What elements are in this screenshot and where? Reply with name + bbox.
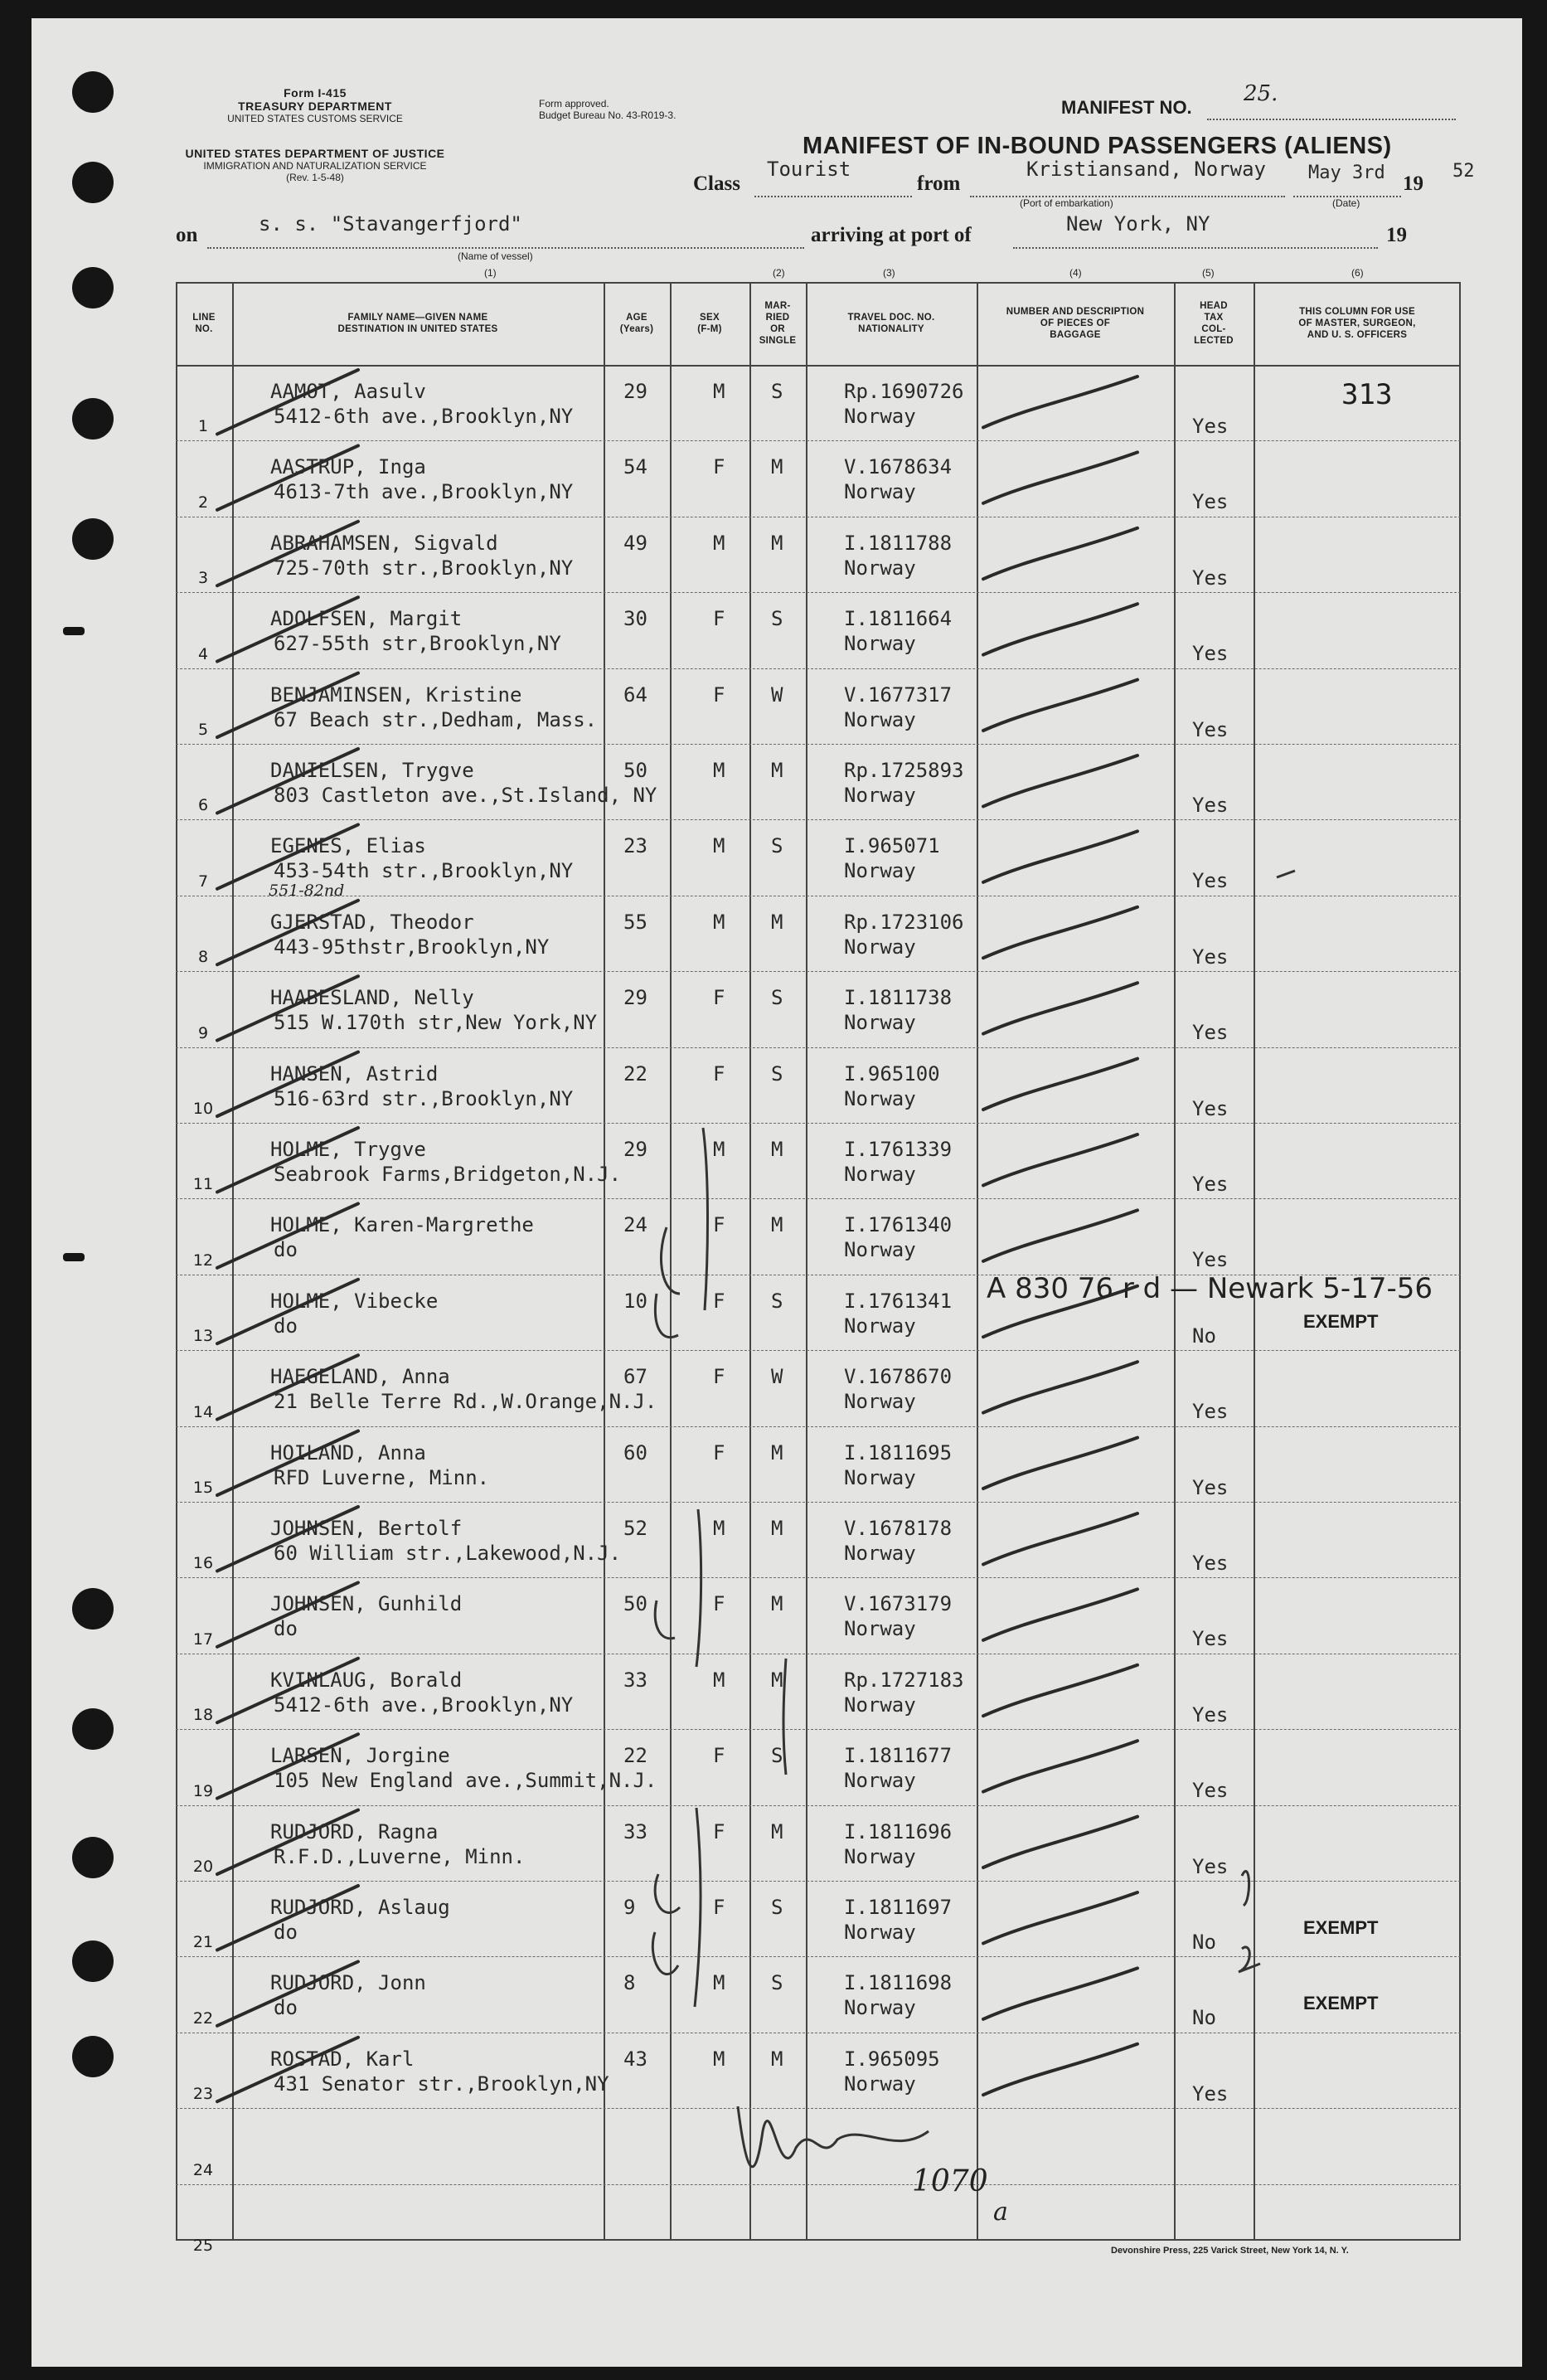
passenger-sex: M	[713, 910, 725, 934]
passenger-marital-status: W	[771, 682, 783, 707]
line-number: 7	[197, 872, 209, 891]
passenger-marital-status: M	[771, 2047, 783, 2071]
col-line-no: LINE NO.	[192, 313, 216, 334]
passenger-destination: R.F.D.,Luverne, Minn.	[274, 1844, 526, 1868]
passenger-name: GJERSTAD, Theodor	[270, 910, 474, 934]
passenger-marital-status: M	[771, 1819, 783, 1843]
class-label: Class	[693, 172, 740, 195]
travel-doc-number: I.1811788	[844, 531, 953, 555]
travel-doc-number: Rp.1723106	[844, 910, 964, 934]
passenger-age: 22	[623, 1061, 647, 1086]
passenger-age: 29	[623, 986, 647, 1010]
line-number: 21	[192, 1933, 214, 1952]
binder-hole	[72, 1837, 114, 1878]
travel-doc-number: I.1811664	[844, 607, 953, 631]
passenger-sex: F	[713, 986, 725, 1010]
passenger-nationality: Norway	[844, 935, 916, 959]
passenger-marital-status: M	[771, 759, 783, 782]
passenger-sex: M	[713, 2047, 725, 2071]
travel-doc-number: V.1673179	[844, 1592, 953, 1616]
passenger-destination: do	[274, 1996, 298, 2020]
binder-hole	[72, 1940, 114, 1982]
passenger-nationality: Norway	[844, 859, 916, 883]
head-tax-collected: Yes	[1192, 945, 1229, 969]
passenger-destination: 5412-6th ave.,Brooklyn,NY	[274, 1693, 574, 1717]
passenger-nationality: Norway	[844, 1996, 916, 2020]
passenger-destination: 516-63rd str.,Brooklyn,NY	[274, 1086, 574, 1110]
col-sex: SEX (F-M)	[697, 313, 722, 334]
passenger-marital-status: S	[771, 834, 783, 858]
travel-doc-number: I.1811695	[844, 1440, 953, 1464]
travel-doc-number: Rp.1725893	[844, 759, 964, 782]
passenger-name: HOLME, Trygve	[270, 1138, 426, 1161]
passenger-marital-status: S	[771, 986, 783, 1010]
passenger-age: 64	[623, 682, 647, 707]
manifest-no-label: MANIFEST NO.	[1061, 97, 1192, 118]
passenger-nationality: Norway	[844, 1086, 916, 1110]
passenger-destination: 105 New England ave.,Summit,N.J.	[274, 1769, 657, 1793]
binder-hole	[72, 1708, 114, 1750]
passenger-marital-status: S	[771, 1289, 783, 1313]
passenger-nationality: Norway	[844, 1465, 916, 1489]
customs-service: UNITED STATES CUSTOMS SERVICE	[227, 113, 403, 124]
travel-doc-number: I.1761341	[844, 1289, 953, 1313]
passenger-sex: M	[713, 1517, 725, 1540]
on-label: on	[176, 224, 198, 246]
head-tax-collected: Yes	[1192, 415, 1229, 438]
passenger-marital-status: M	[771, 531, 783, 555]
col-officers: THIS COLUMN FOR USE OF MASTER, SURGEON, AND U. S. OFFICERS	[1298, 307, 1416, 340]
passenger-age: 55	[623, 910, 647, 934]
passenger-nationality: Norway	[844, 1011, 916, 1035]
passenger-marital-status: M	[771, 910, 783, 934]
passenger-nationality: Norway	[844, 784, 916, 807]
passenger-sex: M	[713, 1668, 725, 1692]
passenger-sex: M	[713, 380, 725, 403]
line-number: 2	[197, 493, 209, 512]
passenger-age: 43	[623, 2047, 647, 2071]
vessel-caption: (Name of vessel)	[458, 250, 533, 262]
passenger-age: 23	[623, 834, 647, 858]
line-number: 17	[192, 1630, 214, 1649]
line-number: 6	[197, 796, 209, 815]
head-tax-collected: Yes	[1192, 1475, 1229, 1499]
passenger-destination: 443-95thstr,Brooklyn,NY	[274, 935, 550, 959]
passenger-nationality: Norway	[844, 2072, 916, 2096]
passenger-nationality: Norway	[844, 405, 916, 428]
head-tax-collected: Yes	[1192, 1173, 1229, 1196]
passenger-sex: M	[713, 1138, 725, 1161]
passenger-name: ABRAHAMSEN, Sigvald	[270, 531, 498, 555]
passenger-name: HOILAND, Anna	[270, 1440, 426, 1464]
passenger-marital-status: M	[771, 1517, 783, 1540]
col-age: AGE (Years)	[619, 313, 654, 334]
year-prefix-2: 19	[1386, 224, 1407, 246]
form-approved: Form approved.	[539, 98, 609, 109]
passenger-sex: F	[713, 607, 725, 631]
travel-doc-number: V.1678670	[844, 1365, 953, 1389]
port-value: New York, NY	[1066, 212, 1210, 236]
col-married: MAR- RIED OR SINGLE	[759, 301, 797, 346]
year-prefix: 19	[1403, 172, 1423, 195]
passenger-destination: 725-70th str.,Brooklyn,NY	[274, 556, 574, 580]
passenger-destination: 453-54th str.,Brooklyn,NY	[274, 859, 574, 883]
passenger-destination: 67 Beach str.,Dedham, Mass.	[274, 707, 598, 731]
passenger-marital-status: W	[771, 1365, 783, 1389]
bottom-number: 1070	[912, 2164, 988, 2198]
manifest-no-value: 25.	[1244, 81, 1278, 106]
passenger-marital-status: S	[771, 380, 783, 403]
passenger-destination: 803 Castleton ave.,St.Island, NY	[274, 784, 657, 807]
head-tax-collected: No	[1192, 1324, 1216, 1348]
binder-hole	[72, 2036, 114, 2077]
form-number: Form I-415	[284, 86, 347, 100]
line-number: 20	[192, 1858, 214, 1876]
line-number: 14	[192, 1402, 214, 1421]
passenger-nationality: Norway	[844, 1390, 916, 1414]
passenger-sex: F	[713, 1289, 725, 1313]
line-number: 9	[197, 1023, 209, 1042]
line-number: 11	[192, 1175, 214, 1194]
passenger-destination: do	[274, 1238, 298, 1262]
passenger-name: DANIELSEN, Trygve	[270, 759, 474, 782]
col-baggage: NUMBER AND DESCRIPTION OF PIECES OF BAGGAGE	[1006, 307, 1145, 340]
passenger-destination: 515 W.170th str,New York,NY	[274, 1011, 598, 1035]
line-number: 5	[197, 721, 209, 739]
officer-note: EXEMPT	[1303, 1993, 1379, 2014]
passenger-age: 10	[623, 1289, 647, 1313]
passenger-sex: M	[713, 531, 725, 555]
binder-hole	[72, 71, 114, 113]
passenger-marital-status: M	[771, 1440, 783, 1464]
officer-note: EXEMPT	[1303, 1917, 1379, 1938]
passenger-nationality: Norway	[844, 1617, 916, 1641]
passenger-destination: 431 Senator str.,Brooklyn,NY	[274, 2072, 609, 2096]
passenger-sex: F	[713, 1744, 725, 1768]
travel-doc-number: I.1811738	[844, 986, 953, 1010]
passenger-sex: F	[713, 682, 725, 707]
from-value: Kristiansand, Norway	[1026, 158, 1266, 181]
line-number: 19	[192, 1781, 214, 1800]
passenger-nationality: Norway	[844, 1314, 916, 1338]
passenger-nationality: Norway	[844, 1238, 916, 1262]
passenger-marital-status: S	[771, 1971, 783, 1995]
budget-bureau: Budget Bureau No. 43-R019-3.	[539, 109, 677, 121]
passenger-name: BENJAMINSEN, Kristine	[270, 682, 522, 707]
head-tax-collected: Yes	[1192, 642, 1229, 666]
passenger-destination: RFD Luverne, Minn.	[274, 1465, 490, 1489]
passenger-marital-status: M	[771, 1213, 783, 1237]
passenger-marital-status: S	[771, 1744, 783, 1768]
line-number: 18	[192, 1706, 214, 1725]
head-tax-collected: Yes	[1192, 1854, 1229, 1878]
head-tax-collected: Yes	[1192, 1627, 1229, 1651]
head-tax-collected: Yes	[1192, 566, 1229, 590]
date-caption: (Date)	[1332, 197, 1360, 209]
line-number: 8	[197, 948, 209, 967]
passenger-name: JOHNSEN, Bertolf	[270, 1517, 463, 1540]
travel-doc-number: I.965100	[844, 1061, 940, 1086]
head-tax-collected: Yes	[1192, 1702, 1229, 1727]
head-tax-collected: Yes	[1192, 794, 1229, 817]
col-num-4: (4)	[1069, 267, 1082, 279]
line-number: 1	[197, 417, 209, 436]
passenger-age: 67	[623, 1365, 647, 1389]
head-tax-collected: Yes	[1192, 869, 1229, 893]
line-number: 24	[192, 2160, 214, 2179]
head-tax-collected: No	[1192, 2006, 1216, 2030]
passenger-name: AASTRUP, Inga	[270, 455, 426, 479]
travel-doc-number: I.1811696	[844, 1819, 953, 1843]
passenger-destination: do	[274, 1921, 298, 1944]
binder-hole	[72, 398, 114, 440]
travel-doc-number: I.965095	[844, 2047, 940, 2071]
head-tax-collected: Yes	[1192, 717, 1229, 741]
passenger-marital-status: M	[771, 455, 783, 479]
line-number: 12	[192, 1251, 214, 1270]
passenger-sex: F	[713, 1440, 725, 1464]
travel-doc-number: V.1677317	[844, 682, 953, 707]
passenger-sex: F	[713, 1365, 725, 1389]
passenger-name: LARSEN, Jorgine	[270, 1744, 450, 1768]
travel-doc-number: Rp.1727183	[844, 1668, 964, 1692]
embarkation-caption: (Port of embarkation)	[1020, 197, 1113, 209]
passenger-name: HAABESLAND, Nelly	[270, 986, 474, 1010]
binder-hole	[72, 518, 114, 560]
passenger-name: HOLME, Karen-Margrethe	[270, 1213, 534, 1237]
passenger-name: ROSTAD, Karl	[270, 2047, 415, 2071]
vessel-name: s. s. "Stavangerfjord"	[259, 212, 522, 236]
passenger-sex: M	[713, 834, 725, 858]
date-value: May 3rd	[1308, 163, 1385, 183]
passenger-name: JOHNSEN, Gunhild	[270, 1592, 463, 1616]
passenger-marital-status: M	[771, 1138, 783, 1161]
passenger-name: ADOLFSEN, Margit	[270, 607, 463, 631]
passenger-age: 30	[623, 607, 647, 631]
class-value: Tourist	[767, 158, 851, 181]
binder-hole	[72, 162, 114, 203]
travel-doc-number: I.965071	[844, 834, 940, 858]
passenger-name: AAMOT, Aasulv	[270, 380, 426, 403]
travel-doc-number: I.1761340	[844, 1213, 953, 1237]
passenger-nationality: Norway	[844, 632, 916, 656]
passenger-destination: 60 William str.,Lakewood,N.J.	[274, 1542, 622, 1565]
ins-service: IMMIGRATION AND NATURALIZATION SERVICE	[203, 160, 427, 172]
passenger-nationality: Norway	[844, 1163, 916, 1186]
passenger-sex: M	[713, 1971, 725, 1995]
col-travel-doc: TRAVEL DOC. NO. NATIONALITY	[847, 313, 935, 334]
head-tax-collected: Yes	[1192, 1021, 1229, 1045]
passenger-nationality: Norway	[844, 556, 916, 580]
line-number: 25	[192, 2237, 214, 2255]
passenger-nationality: Norway	[844, 1844, 916, 1868]
passenger-nationality: Norway	[844, 1921, 916, 1944]
head-tax-collected: Yes	[1192, 1400, 1229, 1424]
from-label: from	[917, 172, 961, 195]
passenger-age: 9	[623, 1896, 636, 1919]
passenger-name: HAEGELAND, Anna	[270, 1365, 450, 1389]
year-value: 52	[1452, 161, 1475, 182]
head-tax-collected: Yes	[1192, 2081, 1229, 2106]
passenger-nationality: Norway	[844, 1769, 916, 1793]
col-head-tax: HEAD TAX COL- LECTED	[1194, 301, 1234, 346]
passenger-age: 50	[623, 759, 647, 782]
head-tax-collected: Yes	[1192, 490, 1229, 514]
col-num-1: (1)	[484, 267, 497, 279]
line-number: 10	[192, 1100, 214, 1118]
passenger-name: KVINLAUG, Borald	[270, 1668, 463, 1692]
passenger-destination: 5412-6th ave.,Brooklyn,NY	[274, 405, 574, 428]
passenger-name: RUDJORD, Jonn	[270, 1971, 426, 1995]
travel-doc-number: V.1678178	[844, 1517, 953, 1540]
passenger-sex: F	[713, 1819, 725, 1843]
passenger-sex: F	[713, 1213, 725, 1237]
col-num-3: (3)	[883, 267, 895, 279]
passenger-sex: F	[713, 1896, 725, 1919]
passenger-age: 60	[623, 1440, 647, 1464]
passenger-destination: do	[274, 1314, 298, 1338]
line-number: 23	[192, 2085, 214, 2104]
passenger-marital-status: M	[771, 1668, 783, 1692]
passenger-name: RUDJORD, Aslaug	[270, 1896, 450, 1919]
travel-doc-number: Rp.1690726	[844, 380, 964, 403]
passenger-nationality: Norway	[844, 1542, 916, 1565]
passenger-marital-status: S	[771, 1061, 783, 1086]
passenger-name: EGENES, Elias	[270, 834, 426, 858]
passenger-age: 8	[623, 1971, 636, 1995]
passenger-age: 24	[623, 1213, 647, 1237]
passenger-destination: 627-55th str,Brooklyn,NY	[274, 632, 561, 656]
head-tax-collected: Yes	[1192, 1779, 1229, 1803]
passenger-destination: 4613-7th ave.,Brooklyn,NY	[274, 480, 574, 504]
line-number: 16	[192, 1554, 214, 1573]
passenger-age: 33	[623, 1668, 647, 1692]
passenger-age: 33	[623, 1819, 647, 1843]
passenger-marital-status: M	[771, 1592, 783, 1616]
passenger-name: HOLME, Vibecke	[270, 1289, 439, 1313]
passenger-nationality: Norway	[844, 707, 916, 731]
col-num-6: (6)	[1351, 267, 1364, 279]
passenger-age: 22	[623, 1744, 647, 1768]
passenger-sex: F	[713, 1061, 725, 1086]
passenger-age: 54	[623, 455, 647, 479]
row13-baggage-note: A 830 76 r d — Newark 5-17-56	[987, 1272, 1433, 1305]
passenger-nationality: Norway	[844, 480, 916, 504]
binder-slot	[63, 627, 85, 635]
passenger-age: 50	[623, 1592, 647, 1616]
travel-doc-number: I.1811698	[844, 1971, 953, 1995]
binder-hole	[72, 267, 114, 308]
row7-correction: 551-82nd	[269, 882, 345, 900]
bottom-letter: a	[993, 2198, 1008, 2227]
passenger-age: 29	[623, 380, 647, 403]
passenger-destination: do	[274, 1617, 298, 1641]
officer-stamp: 313	[1341, 378, 1393, 411]
arriving-label: arriving at port of	[811, 224, 972, 246]
line-number: 15	[192, 1479, 214, 1497]
revision: (Rev. 1-5-48)	[286, 172, 344, 183]
justice-dept: UNITED STATES DEPARTMENT OF JUSTICE	[185, 147, 445, 160]
binder-slot	[63, 1253, 85, 1261]
passenger-destination: 21 Belle Terre Rd.,W.Orange,N.J.	[274, 1390, 657, 1414]
line-number: 4	[197, 644, 209, 663]
passenger-name: RUDJORD, Ragna	[270, 1819, 439, 1843]
passenger-name: HANSEN, Astrid	[270, 1061, 439, 1086]
head-tax-collected: Yes	[1192, 1096, 1229, 1120]
travel-doc-number: I.1811697	[844, 1896, 953, 1919]
passenger-marital-status: S	[771, 1896, 783, 1919]
passenger-destination: Seabrook Farms,Bridgeton,N.J.	[274, 1163, 622, 1186]
binder-hole	[72, 1588, 114, 1630]
travel-doc-number: I.1761339	[844, 1138, 953, 1161]
line-number: 3	[197, 569, 209, 588]
line-number: 13	[192, 1327, 214, 1346]
passenger-sex: F	[713, 455, 725, 479]
treasury-dept: TREASURY DEPARTMENT	[238, 100, 392, 113]
passenger-sex: M	[713, 759, 725, 782]
travel-doc-number: V.1678634	[844, 455, 953, 479]
passenger-nationality: Norway	[844, 1693, 916, 1717]
passenger-age: 49	[623, 531, 647, 555]
passenger-age: 29	[623, 1138, 647, 1161]
passenger-sex: F	[713, 1592, 725, 1616]
col-num-5: (5)	[1202, 267, 1215, 279]
officer-note: EXEMPT	[1303, 1310, 1379, 1332]
travel-doc-number: I.1811677	[844, 1744, 953, 1768]
head-tax-collected: Yes	[1192, 1248, 1229, 1272]
head-tax-collected: Yes	[1192, 1552, 1229, 1575]
passenger-age: 52	[623, 1517, 647, 1540]
passenger-marital-status: S	[771, 607, 783, 631]
printer-credit: Devonshire Press, 225 Varick Street, New York 14, N. Y.	[1111, 2246, 1349, 2256]
manifest-title: MANIFEST OF IN-BOUND PASSENGERS (ALIENS)	[803, 133, 1392, 159]
col-num-2: (2)	[773, 267, 785, 279]
col-name: FAMILY NAME—GIVEN NAME DESTINATION IN UNITED STATES	[337, 313, 498, 334]
head-tax-collected: No	[1192, 1931, 1216, 1954]
line-number: 22	[192, 2008, 214, 2028]
